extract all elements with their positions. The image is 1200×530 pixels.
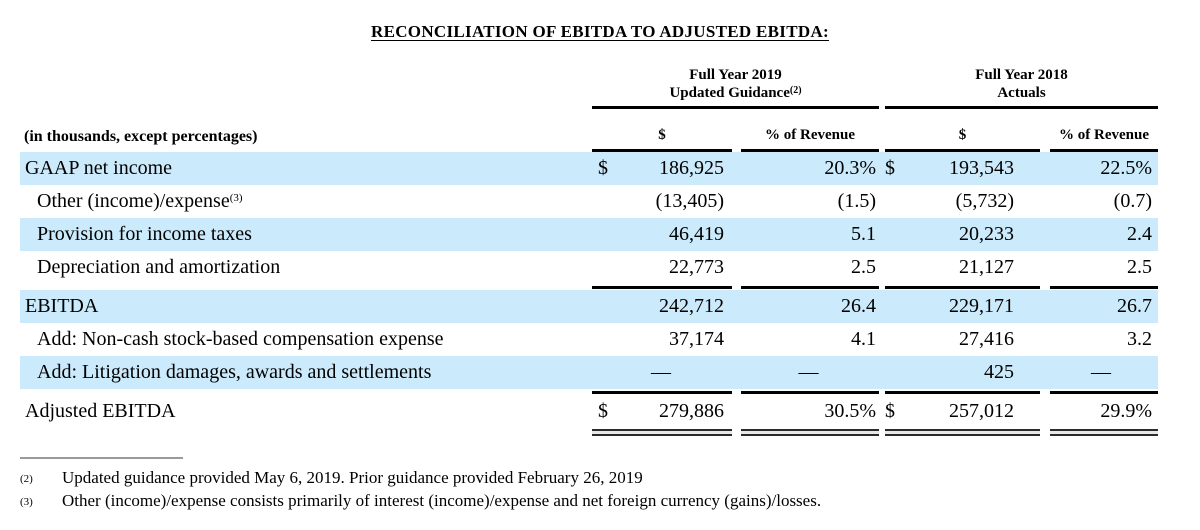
cell-2019-percent: 20.3% [824, 157, 876, 179]
table-row-other-income-expense [20, 185, 1158, 218]
footnote-3 [20, 490, 1200, 513]
row-label: EBITDA [25, 295, 99, 317]
cell-2018-percent: 26.7 [1117, 295, 1152, 317]
grand-total-double-rule-row [20, 428, 1158, 437]
table-row-stock-compensation [20, 323, 1158, 356]
cell-2018-percent: 2.4 [1127, 223, 1152, 245]
row-label: Depreciation and amortization [37, 256, 281, 278]
column-group-2018: Full Year 2018 Actuals [975, 67, 1068, 101]
cell-2018-percent: 29.9% [1100, 400, 1152, 422]
cell-2019-percent: 5.1 [851, 223, 876, 245]
table-row-litigation [20, 356, 1158, 389]
cell-2018-percent: 3.2 [1127, 328, 1152, 350]
cell-2018-dollar: 27,416 [959, 328, 1014, 350]
page-title: RECONCILIATION OF EBITDA TO ADJUSTED EBITDA: [371, 22, 829, 41]
sub-header-percent-2019: % of Revenue [741, 109, 879, 152]
cell-2019-dollar: 242,712 [659, 295, 724, 317]
table-row-ebitda [20, 290, 1158, 323]
cell-2019-dollar: $ 186,925 [592, 152, 732, 185]
table-row-depreciation-amortization [20, 251, 1158, 284]
em-dash: — [1091, 361, 1111, 383]
cell-2018-percent: 22.5% [1100, 157, 1152, 179]
row-label: Adjusted EBITDA [25, 400, 176, 422]
cell-2019-dollar: $ 279,886 [592, 395, 732, 428]
cell-2019-percent: 30.5% [824, 400, 876, 422]
em-dash: — [651, 361, 671, 383]
cell-2019-percent: 26.4 [841, 295, 876, 317]
footnote-separator [20, 457, 183, 459]
cell-2018-dollar: $ 257,012 [885, 395, 1040, 428]
dollar-sign: $ [885, 157, 895, 179]
sub-header-dollar-2018: $ [885, 109, 1040, 152]
sub-header-row [20, 109, 1158, 152]
footnote-marker: (2) [20, 473, 33, 485]
cell-2018-dollar: (5,732) [955, 190, 1014, 212]
footnote-ref-3: (3) [229, 192, 243, 204]
em-dash: — [798, 361, 819, 383]
sub-header-percent-2018: % of Revenue [1050, 109, 1158, 152]
table-row-gaap-net-income [20, 152, 1158, 185]
footnote-text: Other (income)/expense consists primarily of interest (income)/expense and net foreign currency (gains)/losses. [62, 491, 822, 510]
row-label: Add: Litigation damages, awards and settlements [37, 361, 432, 383]
units-label: (in thousands, except percentages) [24, 128, 258, 145]
row-label: Provision for income taxes [37, 223, 252, 245]
cell-2018-percent: 2.5 [1127, 256, 1152, 278]
sub-header-dollar-2019: $ [592, 109, 732, 152]
cell-2019-dollar: 22,773 [669, 256, 724, 278]
row-label: Add: Non-cash stock-based compensation expense [37, 328, 444, 350]
cell-2018-percent [1050, 356, 1158, 389]
table-row-provision-income-taxes [20, 218, 1158, 251]
cell-2018-dollar: 20,233 [959, 223, 1014, 245]
cell-2019-percent: 2.5 [851, 256, 876, 278]
footnote-ref-2: (2) [789, 85, 802, 96]
cell-2019-dollar: (13,405) [655, 190, 724, 212]
table-row-adjusted-ebitda [20, 395, 1158, 428]
footnote-text: Updated guidance provided May 6, 2019. Prior guidance provided February 26, 2019 [62, 468, 643, 487]
cell-2018-dollar: $ 193,543 [885, 152, 1040, 185]
cell-2018-dollar: 425 [984, 361, 1014, 383]
reconciliation-table [20, 66, 1158, 437]
column-group-header-row [20, 66, 1158, 106]
footnote-marker: (3) [20, 496, 33, 508]
cell-2019-dollar: 37,174 [669, 328, 724, 350]
dollar-sign: $ [598, 400, 608, 422]
dollar-sign: $ [885, 400, 895, 422]
cell-2019-percent: 4.1 [851, 328, 876, 350]
footnote-2 [20, 467, 1200, 490]
cell-2019-dollar: 46,419 [669, 223, 724, 245]
cell-2018-dollar: 21,127 [959, 256, 1014, 278]
row-label: Other (income)/expense$^{(3)}$ [37, 190, 243, 212]
cell-2019-percent [741, 356, 879, 389]
row-label: GAAP net income [25, 157, 173, 179]
cell-2018-dollar: 229,171 [949, 295, 1014, 317]
cell-2018-percent: (0.7) [1113, 190, 1152, 212]
dollar-sign: $ [598, 157, 608, 179]
cell-2019-dollar [592, 356, 732, 389]
cell-2019-percent: (1.5) [837, 190, 876, 212]
column-group-2019: Full Year 2019 Updated Guidance$^{(2)}$ [669, 67, 802, 101]
